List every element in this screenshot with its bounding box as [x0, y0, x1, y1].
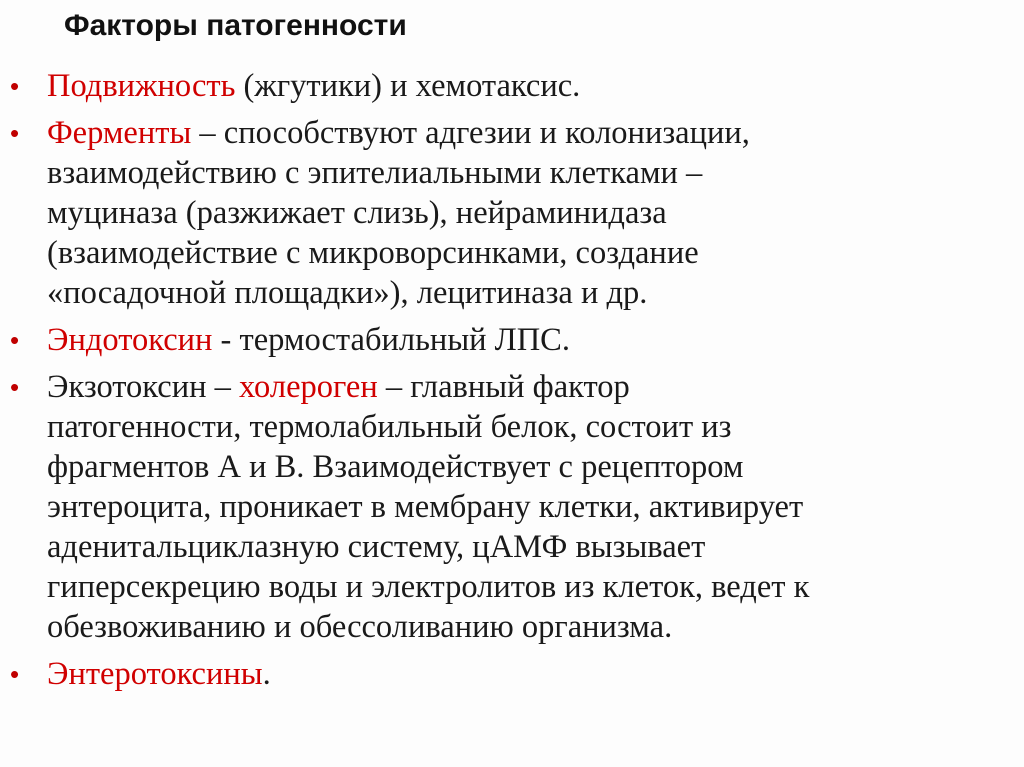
- bullet-exotoxin: [10, 367, 1010, 647]
- term-motility: Подвижность: [47, 68, 236, 104]
- bullet-line: взаимодействию с эпителиальными клетками –: [47, 155, 703, 191]
- bullet-line: гиперсекрецию воды и электролитов из клеток, ведет к: [47, 569, 810, 605]
- bullet-text: (жгутики) и хемотаксис.: [235, 68, 581, 104]
- bullet-line: [47, 320, 1010, 360]
- term-enterotoxins: Энтеротоксины: [47, 656, 263, 692]
- bullet-line: энтероцита, проникает в мембрану клетки, активирует: [47, 489, 804, 525]
- bullet-line: [47, 113, 1010, 153]
- bullet-motility: [10, 66, 1010, 106]
- term-cholerogen: холероген: [239, 369, 378, 405]
- bullet-text: – способствуют адгезии и колонизации,: [191, 115, 750, 151]
- bullet-line: (взаимодействие с микроворсинками, создание: [47, 235, 699, 271]
- bullet-marker: •: [10, 71, 20, 101]
- bullet-line: муциназа (разжижает слизь), нейраминидаза: [47, 195, 667, 231]
- bullet-endotoxin: [10, 320, 1010, 360]
- bullet-line: аденитальциклазную систему, цАМФ вызывает: [47, 529, 706, 565]
- term-endotoxin: Эндотоксин: [47, 322, 213, 358]
- bullet-line: патогенности, термолабильный белок, состоит из: [47, 409, 732, 445]
- bullet-marker: •: [10, 372, 20, 402]
- bullet-line: фрагментов А и В. Взаимодействует с рецептором: [47, 449, 744, 485]
- slide-title: Факторы патогенности: [64, 9, 407, 42]
- bullet-enzymes: [10, 113, 1010, 313]
- bullet-text: – главный фактор: [377, 369, 630, 405]
- bullet-list: [10, 66, 1010, 701]
- bullet-line: [47, 367, 1010, 407]
- bullet-marker: •: [10, 659, 20, 689]
- bullet-text: .: [262, 656, 271, 692]
- bullet-text: Экзотоксин –: [47, 369, 240, 405]
- bullet-marker: •: [10, 325, 20, 355]
- bullet-line: обезвоживанию и обессоливанию организма.: [47, 609, 673, 645]
- bullet-line: [47, 654, 1010, 694]
- bullet-enterotoxins: [10, 654, 1010, 694]
- term-enzymes: Ферменты: [47, 115, 192, 151]
- bullet-line: «посадочной площадки»), лецитиназа и др.: [47, 275, 648, 311]
- bullet-marker: •: [10, 118, 20, 148]
- bullet-line: [47, 66, 1010, 106]
- bullet-text: - термостабильный ЛПС.: [212, 322, 570, 358]
